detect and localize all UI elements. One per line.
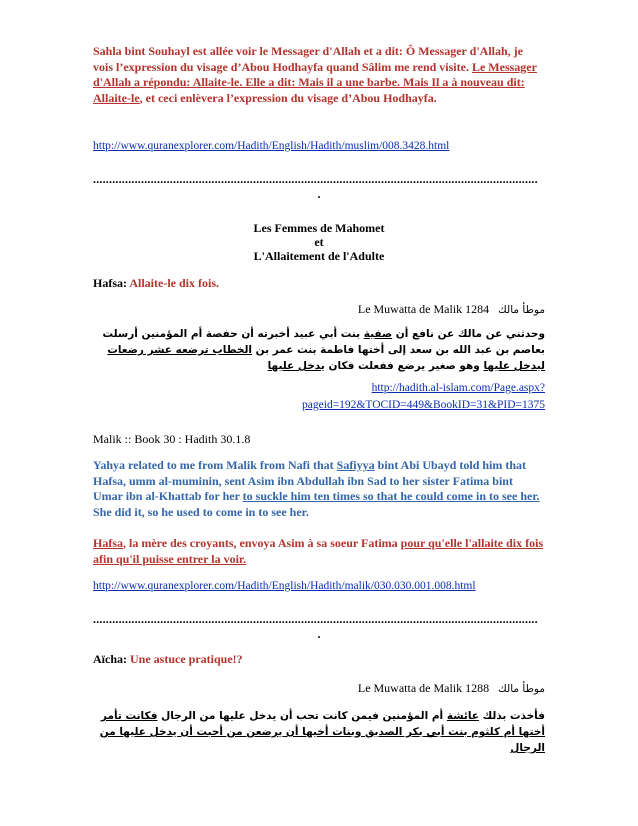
aicha-heading — [93, 652, 545, 668]
arabic-1-part-e: وهو صغير يرضع ففعلت فكان — [324, 360, 484, 372]
arabic-2-part-c: أم المؤمنين فيمن كانت تحب أن يدخل عليها من الرجال — [157, 710, 447, 722]
hafsa-label: Hafsa: — [93, 276, 127, 290]
arabic-1-part-c: بنت أبي عبيد أخبرته أن حفصة أم المؤمنين أرسلت بعاصم بن عبد الله بن سعد إلى أختها فاطمة بنت عمر بن — [102, 328, 545, 356]
english-highlight: to suckle him ten times so that he could come in to see her. — [242, 489, 540, 503]
aicha-label: Aïcha: — [93, 652, 127, 666]
link-al-islam — [93, 380, 545, 413]
muwatta-ref-1-arabic: موطأ مالك — [498, 304, 545, 316]
muwatta-ref-1 — [93, 302, 545, 319]
dots-separator-2: ........................................................................................................................................... — [93, 612, 538, 626]
link-al-islam-line-1[interactable]: http://hadith.al-islam.com/Page.aspx? — [371, 382, 545, 394]
sahla-paragraph — [93, 44, 545, 106]
french-highlight: pour qu'elle l'allaite dix fois afin qu'il puisse entrer la voir. — [93, 536, 544, 566]
english-paragraph — [93, 458, 545, 520]
english-part-a: Yahya related to me from Malik from Nafi that — [93, 458, 337, 472]
sahla-end: , et ceci enlèvera l’expression du visage d’Abou Hodhayfa. — [139, 90, 437, 105]
hafsa-text: Allaite-le dix fois. — [127, 276, 219, 290]
arabic-hadith-1 — [93, 326, 545, 374]
arabic-1-part-a: وحدثني عن مالك عن نافع أن — [392, 328, 545, 340]
dot-center-1: . — [317, 187, 321, 201]
link-muslim-url[interactable]: http://www.quranexplorer.com/Hadith/English/Hadith/muslim/008.3428.html — [93, 140, 450, 152]
arabic-2-part-a: فأخذت بذلك — [478, 710, 545, 722]
title-line-3: L'Allaitement de l'Adulte — [253, 249, 385, 263]
malik-book-ref: Malik :: Book 30 : Hadith 30.1.8 — [93, 432, 251, 446]
muwatta-ref-2-latin: Le Muwatta de Malik 1288 — [357, 681, 490, 695]
english-part-e: She did it, so he used to come in to see her. — [93, 504, 309, 519]
french-part-b: , la mère des croyants, envoya Asim à sa soeur Fatima — [123, 536, 401, 550]
sahla-intro: Sahla bint Souhayl est allée voir le Messager d'Allah et a dit: Ô Messager d'Allah, je vois l’expression du visage d’Abou Hodhayfa quand Sâlim me rend visite. — [93, 44, 523, 74]
aicha-text: Une astuce pratique!? — [127, 652, 243, 666]
title-line-1: Les Femmes de Mahomet — [253, 221, 385, 235]
arabic-2-aisha: عائشة — [446, 710, 479, 722]
title-line-2: et — [314, 235, 324, 249]
muwatta-ref-2-arabic: موطأ مالك — [498, 683, 545, 695]
arabic-hadith-2 — [93, 708, 545, 756]
english-part-c: bint Abi Ubayd told him that Hafsa, umm al-muminin, sent Asim ibn Abdullah ibn Sad to her sister Fatima bint Umar ibn al-Khattab for her — [93, 458, 527, 503]
french-paragraph — [93, 536, 545, 567]
section-title — [93, 221, 545, 263]
link-malik-url[interactable]: http://www.quranexplorer.com/Hadith/English/Hadith/malik/030.030.001.008.html — [93, 580, 476, 592]
dot-center-2: . — [317, 627, 321, 641]
arabic-2-highlight: فكانت تأمر أختها أم كلثوم بنت أبي بكر الصديق وبنات أخيها أن يرضعن من أحبت أن يدخل عليها من الرجال — [99, 710, 545, 754]
muwatta-ref-1-latin: Le Muwatta de Malik 1284 — [357, 302, 490, 316]
link-muslim — [93, 138, 545, 155]
sahla-highlight: Le Messager d'Allah a répondu: Allaite-le. Elle a dit: Mais il a une barbe. Mais Il a à nouveau dit: Allaite-le — [93, 59, 537, 105]
arabic-1-safiyya: صفية — [363, 328, 393, 340]
hafsa-heading — [93, 276, 545, 292]
link-malik — [93, 578, 545, 595]
link-al-islam-line-2[interactable]: pageid=192&TOCID=449&BookID=31&PID=1375 — [302, 398, 545, 411]
english-safiyya: Safiyya — [336, 458, 375, 472]
muwatta-ref-2 — [93, 681, 545, 698]
dots-separator-1: ........................................................................................................................................... — [93, 172, 538, 186]
arabic-1-end: يدخل عليها — [267, 360, 325, 372]
french-hafsa: Hafsa — [93, 536, 123, 550]
arabic-1-highlight: الخطاب ترضعه عشر رضعات ليدخل عليها — [107, 344, 545, 372]
